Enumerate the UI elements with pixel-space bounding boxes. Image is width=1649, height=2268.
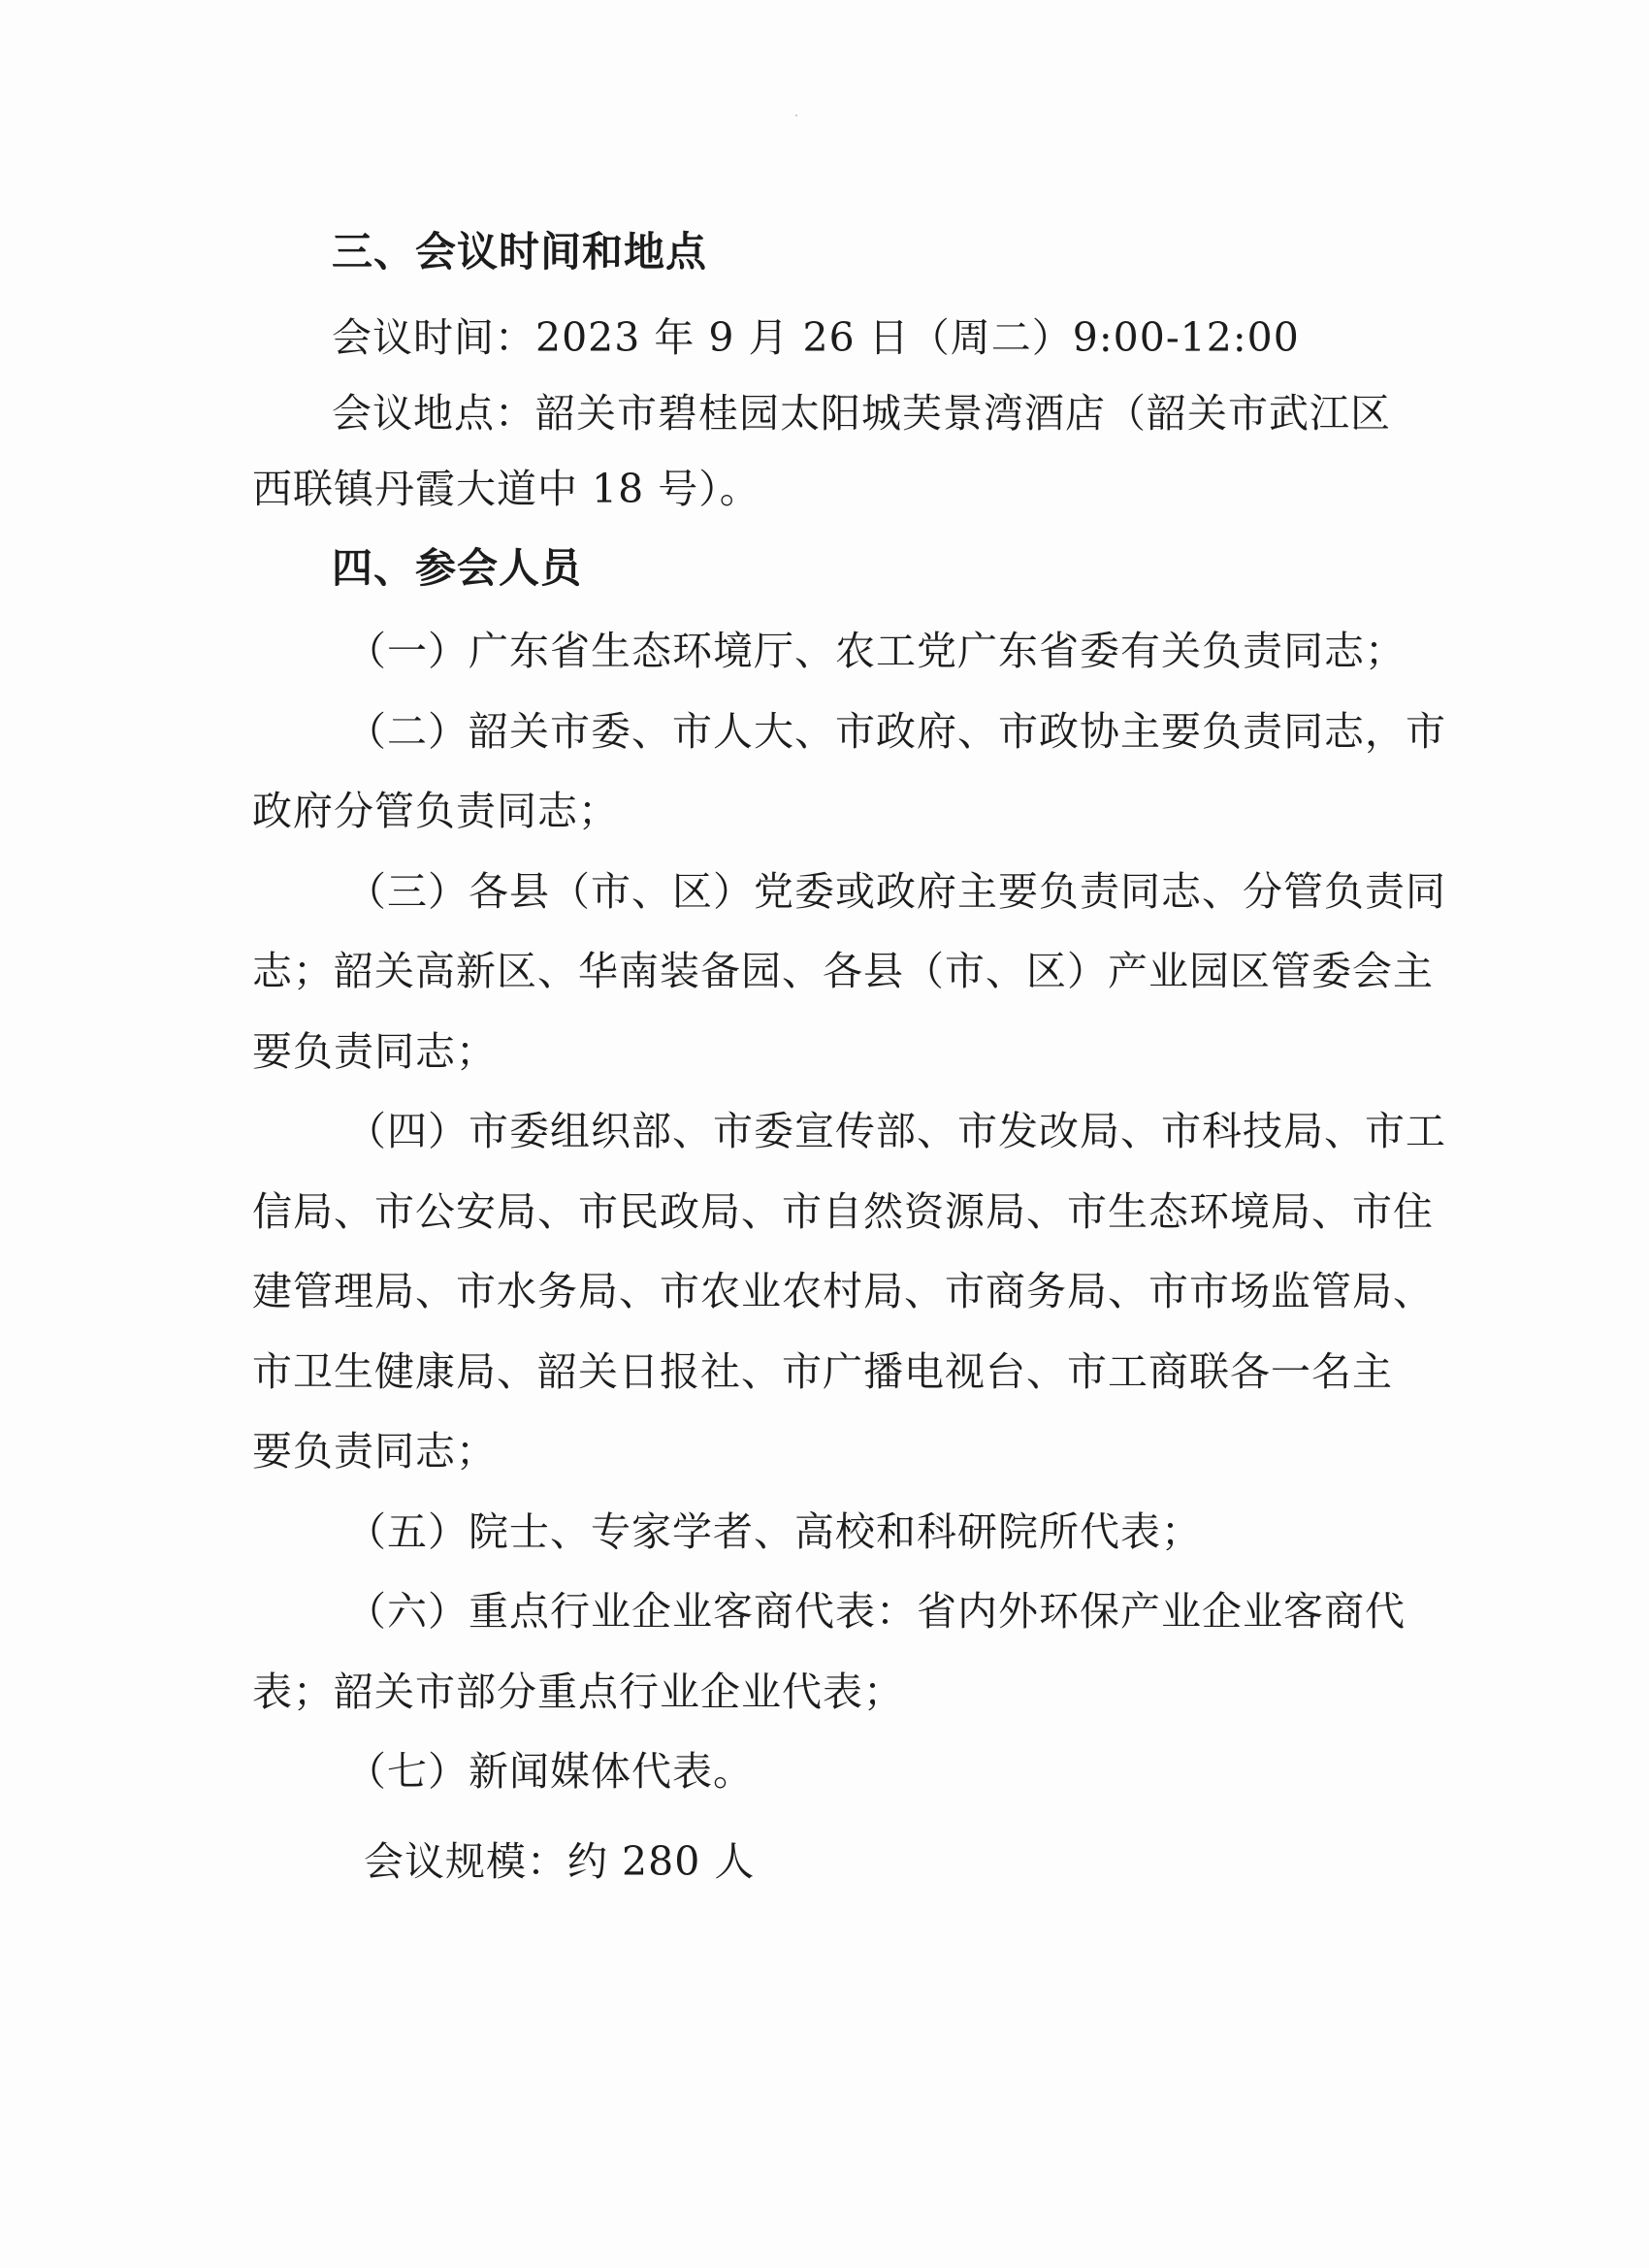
attendee-item-6-line-2: 表；韶关市部分重点行业企业代表； (252, 1669, 904, 1715)
meeting-scale-line: 会议规模：约 280 人 (364, 1838, 756, 1885)
meeting-place-line-2: 西联镇丹霞大道中 18 号）。 (252, 466, 760, 512)
section-heading-attendees: 四、参会人员 (332, 544, 583, 592)
attendee-item-2-line-2: 政府分管负责同志； (252, 788, 619, 834)
attendee-item-1: （一）广东省生态环境厅、农工党广东省委有关负责同志； (346, 628, 1406, 674)
attendee-item-2-line-1: （二）韶关市委、市人大、市政府、市政协主要负责同志，市 (346, 708, 1446, 755)
attendee-item-4-line-5: 要负责同志； (252, 1428, 497, 1474)
section-heading-time-place: 三、会议时间和地点 (332, 228, 708, 275)
meeting-place-line-1: 会议地点：韶关市碧桂园太阳城芙景湾酒店（韶关市武江区 (332, 390, 1391, 437)
attendee-item-5: （五）院士、专家学者、高校和科研院所代表； (346, 1508, 1202, 1555)
attendee-item-3-line-2: 志；韶关高新区、华南装备园、各县（市、区）产业园区管委会主 (252, 948, 1434, 994)
attendee-item-7: （七）新闻媒体代表。 (346, 1748, 754, 1795)
attendee-item-4-line-2: 信局、市公安局、市民政局、市自然资源局、市生态环境局、市住 (252, 1188, 1434, 1235)
attendee-item-3-line-1: （三）各县（市、区）党委或政府主要负责同志、分管负责同 (346, 868, 1446, 915)
scan-speck (795, 114, 797, 116)
attendee-item-6-line-1: （六）重点行业企业客商代表：省内外环保产业企业客商代 (346, 1588, 1406, 1635)
meeting-time-line: 会议时间：2023 年 9 月 26 日（周二）9:00-12:00 (332, 314, 1300, 361)
attendee-item-4-line-1: （四）市委组织部、市委宣传部、市发改局、市科技局、市工 (346, 1108, 1446, 1154)
attendee-item-3-line-3: 要负责同志； (252, 1028, 497, 1075)
attendee-item-4-line-3: 建管理局、市水务局、市农业农村局、市商务局、市市场监管局、 (252, 1268, 1434, 1314)
attendee-item-4-line-4: 市卫生健康局、韶关日报社、市广播电视台、市工商联各一名主 (252, 1348, 1393, 1395)
